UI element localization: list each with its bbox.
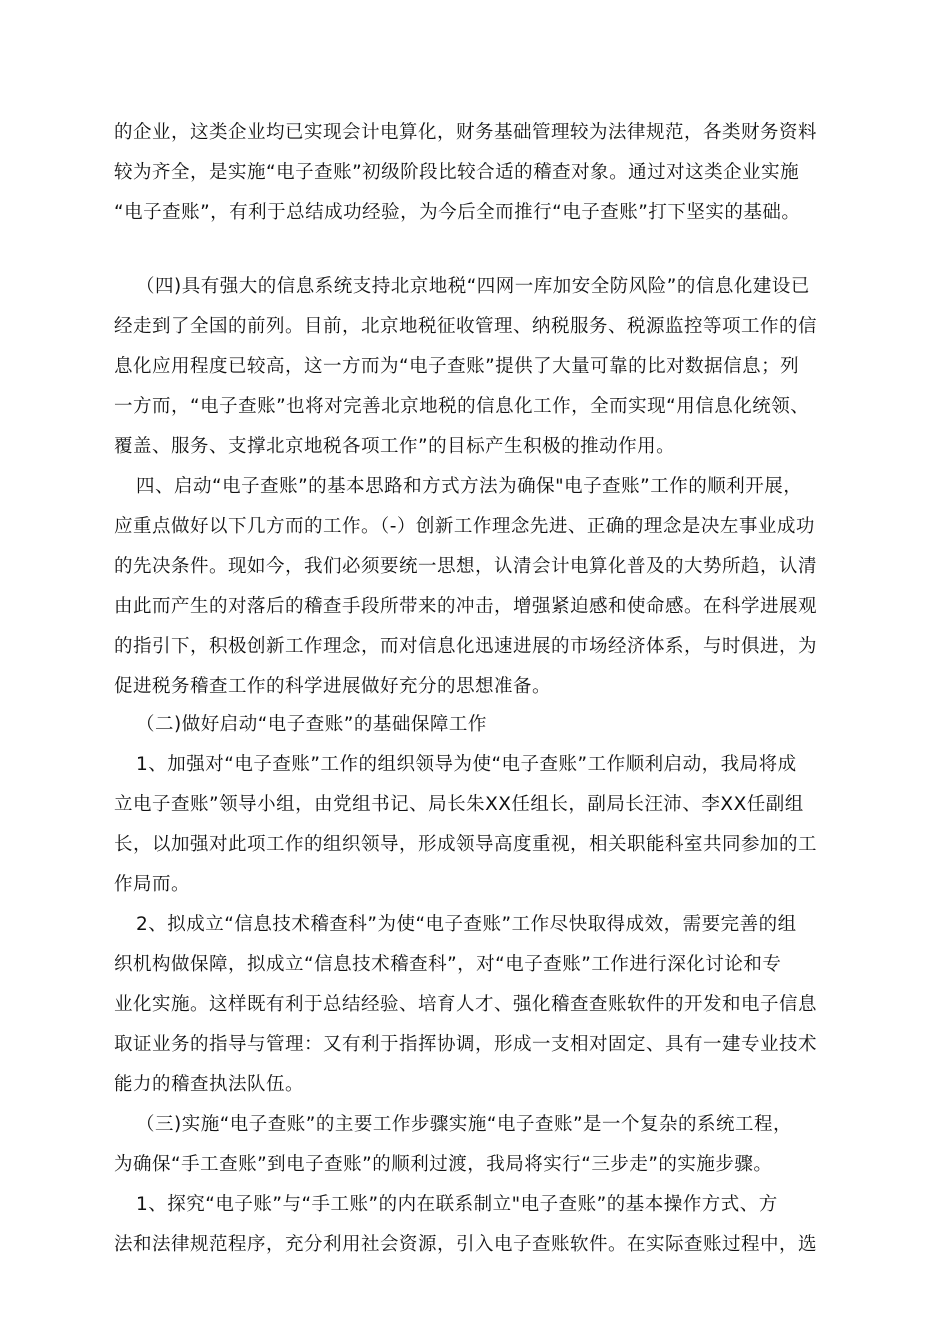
paragraph-heading: （三)实施“电子查账”的主要工作步骤实施“电子查账”是一个复杂的系统工程， — [136, 1114, 793, 1135]
text-line: 的先决条件。现如今，我们必须要统一思想，认清会计电算化普及的大势所趋，认清 — [114, 556, 818, 577]
paragraph-heading: （四)具有强大的信息系统支持北京地税“四网一库加安全防风险”的信息化建设已 — [136, 276, 810, 297]
text-line: 织机构做保障，拟成立“信息技术稽查科”，对“电子查账”工作进行深化讨论和专 — [114, 954, 782, 975]
text-line: 长，以加强对此项工作的组织领导，形成领导高度重视，相关职能科室共同参加的工 — [114, 834, 818, 855]
text-line: 应重点做好以下几方而的工作。（-）创新工作理念先进、正确的理念是决左事业成功 — [114, 516, 815, 537]
text-line: 较为齐全，是实施“电子查账”初级阶段比较合适的稽查对象。通过对这类企业实施 — [114, 162, 800, 183]
text-line: 业化实施。这样既有利于总结经验、培育人才、强化稽查查账软件的开发和电子信息 — [114, 994, 818, 1015]
text-line: 经走到了全国的前列。目前，北京地税征收管理、纳税服务、税源监控等项工作的信 — [114, 316, 818, 337]
text-line: 1、探究“电子账”与“手工账”的内在联系制立"电子查账”的基本操作方式、方 — [136, 1194, 778, 1215]
text-line: 一方而，“电子查账”也将对完善北京地税的信息化工作，全而实现“用信息化统领、 — [114, 396, 810, 417]
text-line: 的指引下，积极创新工作理念，而对信息化迅速进展的市场经济体系，与时俱进，为 — [114, 636, 818, 657]
text-line: 的企业，这类企业均已实现会计电算化，财务基础管理较为法律规范，各类财务资料 — [114, 122, 818, 143]
text-line: 2、拟成立“信息技术稽查科”为使“电子查账”工作尽快取得成效，需要完善的组 — [136, 914, 797, 935]
text-line: 由此而产生的对落后的稽查手段所带来的冲击，增强紧迫感和使命感。在科学进展观 — [114, 596, 818, 617]
text-line: 作局而。 — [114, 874, 191, 895]
text-line: 为确保“手工查账”到电子查账”的顺利过渡，我局将实行“三步走”的实施步骤。 — [114, 1154, 773, 1175]
text-line: 覆盖、服务、支撑北京地税各项工作”的目标产生积极的推动作用。 — [114, 436, 676, 457]
paragraph-heading: （二)做好启动“电子查账”的基础保障工作 — [136, 714, 487, 735]
text-line: 1、加强对“电子查账”工作的组织领导为使“电子查账”工作顺利启动，我局将成 — [136, 754, 797, 775]
text-line: “电子查账”，有利于总结成功经验，为今后全而推行“电子查账”打下坚实的基础。 — [114, 202, 801, 223]
text-line: 促进税务稽查工作的科学进展做好充分的思想准备。 — [114, 676, 552, 697]
text-line: 能力的稽查执法队伍。 — [114, 1074, 305, 1095]
text-line: 立电子查账”领导小组，由党组书记、局长朱XX任组长，副局长汪沛、李XX任副组 — [114, 794, 804, 815]
text-line: 法和法律规范程序，充分利用社会资源，引入电子查账软件。在实际查账过程中，选 — [114, 1234, 818, 1255]
text-line: 取证业务的指导与管理：又有利于指挥协调，形成一支相对固定、具有一建专业技术 — [114, 1034, 818, 1055]
section-heading: 四、启动“电子查账”的基本思路和方式方法为确保"电子查账”工作的顺利开展， — [136, 476, 803, 497]
text-line: 息化应用程度已较高，这一方而为“电子查账”提供了大量可靠的比对数据信息；列 — [114, 356, 800, 377]
